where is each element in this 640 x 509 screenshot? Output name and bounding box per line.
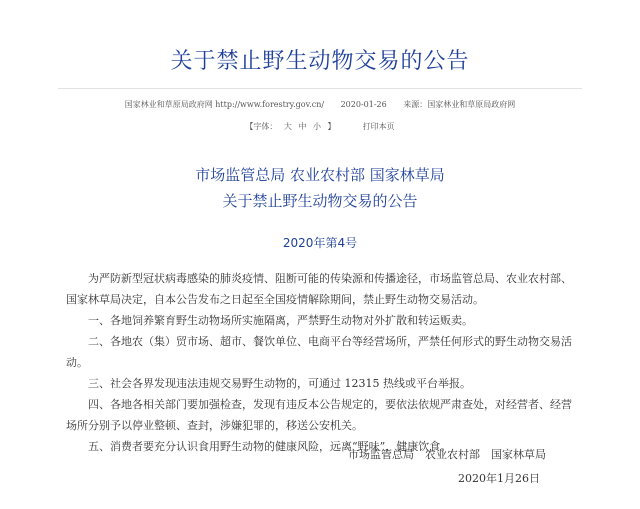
source-site: 国家林业和草原局政府网 http://www.forestry.gov.cn/	[124, 100, 325, 109]
paragraph-4: 四、各地各相关部门要加强检查，发现有违反本公告规定的，要依法依规严肃查处，对经营者、经营场所分别予以停业整顿、查封，涉嫌犯罪的，移送公安机关。	[66, 398, 572, 432]
font-small-link[interactable]: 小	[313, 122, 321, 131]
font-large-link[interactable]: 大	[283, 122, 292, 131]
publish-date: 2020-01-26	[340, 100, 387, 109]
font-medium-link[interactable]: 中	[298, 122, 307, 131]
article-tools	[0, 121, 640, 132]
notice-body	[66, 268, 582, 457]
document-number: 2020年第4号	[282, 236, 358, 250]
source-origin: 来源：国家林业和草原局政府网	[403, 100, 516, 109]
signature-date: 2020年1月26日	[458, 472, 540, 485]
page-title: 关于禁止野生动物交易的公告	[170, 49, 470, 74]
paragraph-intro: 为严防新型冠状病毒感染的肺炎疫情、阻断可能的传染源和传播途径，市场监管总局、农业农村部、国家林草局决定，自本公告发布之日起至全国疫情解除期间，禁止野生动物交易活动。	[66, 272, 572, 306]
paragraph-1: 一、各地饲养繁育野生动物场所实施隔离，严禁野生动物对外扩散和转运贩卖。	[88, 314, 473, 327]
paragraph-2: 二、各地农（集）贸市场、超市、餐饮单位、电商平台等经营场所，严禁任何形式的野生动物交易活动。	[66, 335, 572, 369]
notice-subtitle: 关于禁止野生动物交易的公告	[222, 192, 418, 210]
title-divider	[58, 88, 582, 89]
paragraph-3: 三、社会各界发现违法违规交易野生动物的，可通过 12315 热线或平台举报。	[88, 377, 471, 390]
font-size-label: 【字体：	[245, 122, 278, 131]
print-link[interactable]: 打印本页	[362, 122, 395, 131]
font-size-close: 】	[327, 122, 336, 131]
article-meta	[0, 99, 640, 110]
paragraph-5: 五、消费者要充分认识食用野生动物的健康风险，远离“野味”，健康饮食。	[88, 440, 452, 453]
issuing-orgs: 市场监管总局 农业农村部 国家林草局	[195, 166, 445, 184]
signature-orgs: 市场监管总局 农业农村部 国家林草局	[348, 448, 546, 461]
